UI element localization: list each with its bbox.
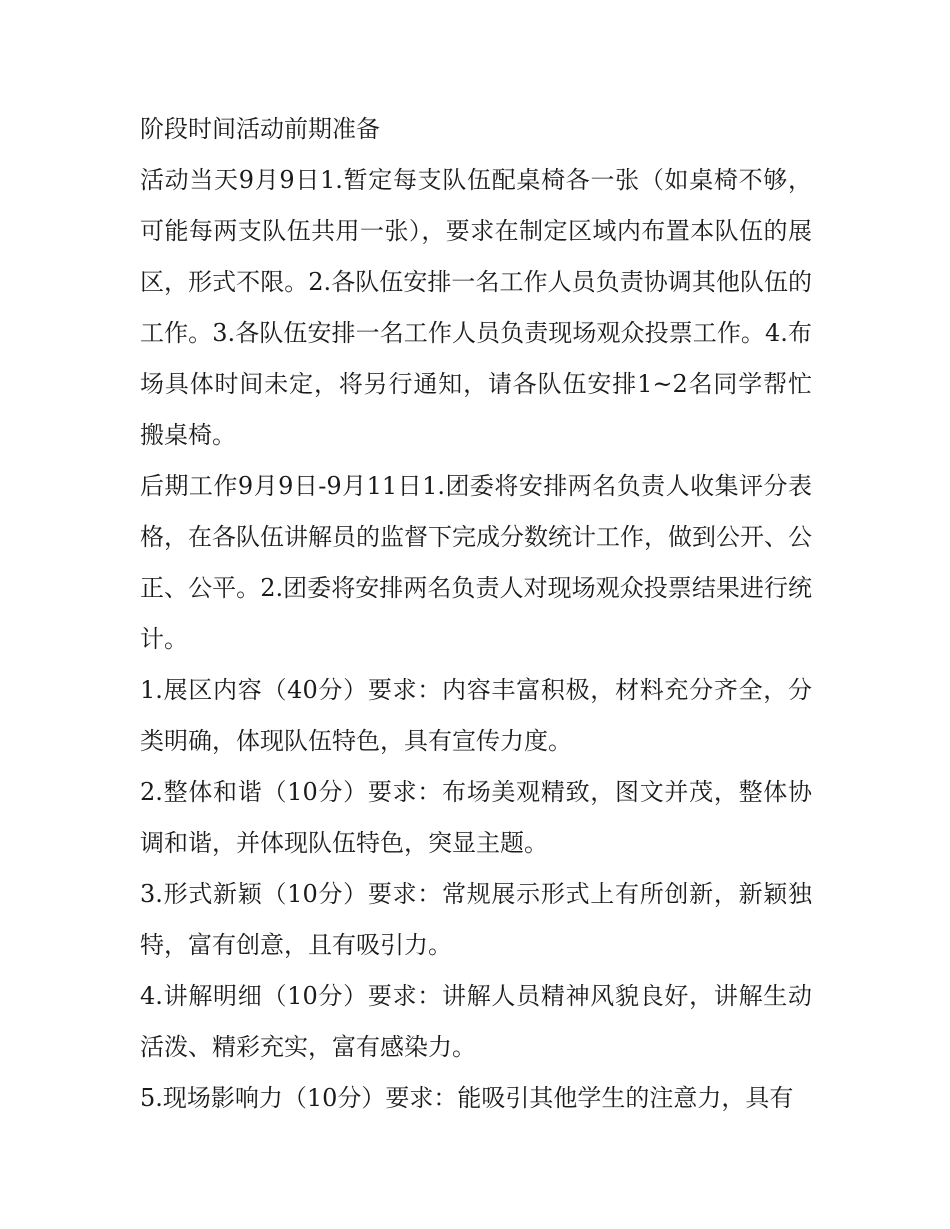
paragraph-criterion-exhibit-content: 1.展区内容（40分）要求：内容丰富积极，材料充分齐全，分类明确，体现队伍特色，具有宣传力度。 xyxy=(140,676,812,755)
paragraph-criterion-novelty: 3.形式新颖（10分）要求：常规展示形式上有所创新，新颖独特，富有创意，且有吸引力。 xyxy=(140,880,812,959)
document-body xyxy=(140,104,812,1124)
paragraph-criterion-harmony: 2.整体和谐（10分）要求：布场美观精致，图文并茂，整体协调和谐，并体现队伍特色，突显主题。 xyxy=(140,778,812,857)
paragraph-criterion-influence: 5.现场影响力（10分）要求：能吸引其他学生的注意力，具有 xyxy=(140,1084,794,1112)
paragraph-event-day: 活动当天9月9日1.暂定每支队伍配桌椅各一张（如桌椅不够，可能每两支队伍共用一张），要求在制定区域内布置本队伍的展区，形式不限。2.各队伍安排一名工作人员负责协调其他队伍的工作。3.各队伍安排一名工作人员负责现场观众投票工作。4.布场具体时间未定，将另行通知，请各队伍安排1~2名同学帮忙搬桌椅。 xyxy=(140,166,812,449)
paragraph-post-work: 后期工作9月9日-9月11日1.团委将安排两名负责人收集评分表格，在各队伍讲解员的监督下完成分数统计工作，做到公开、公正、公平。2.团委将安排两名负责人对现场观众投票结果进行统计。 xyxy=(140,472,812,653)
paragraph-criterion-explanation: 4.讲解明细（10分）要求：讲解人员精神风貌良好，讲解生动活泼、精彩充实，富有感染力。 xyxy=(140,982,812,1061)
paragraph-stage-header: 阶段时间活动前期准备 xyxy=(140,115,380,143)
